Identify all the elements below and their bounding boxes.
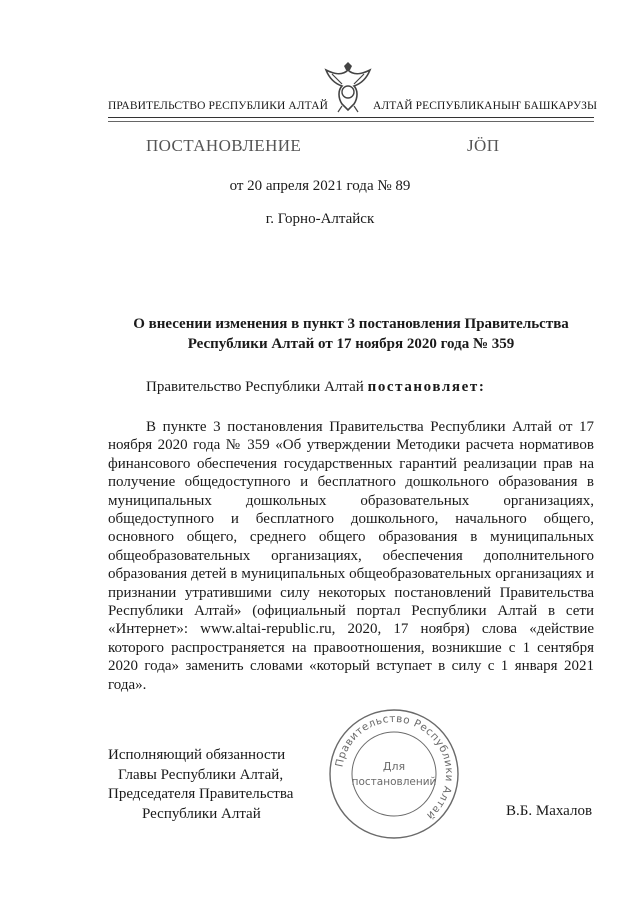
header-rule [108,117,594,118]
stamp-center-line-1: Для [382,760,406,773]
header-rule-thin [108,121,594,122]
signer-name: В.Б. Махалов [506,803,593,819]
preamble [146,379,485,396]
signature-line-4: Республики Алтай [142,805,261,822]
preamble-text: Правительство Республики Алтай [146,379,364,395]
header-org-alt: АЛТАЙ РЕСПУБЛИКАНЫҤ БАШКАРУЗЫ [373,100,598,112]
official-stamp [326,706,462,842]
date-line: от 20 апреля 2021 года № 89 [229,178,411,194]
doc-type-alt: JӦП [467,136,500,155]
city-line: г. Горно-Алтайск [265,211,375,227]
signature-line-3: Председателя Правительства [108,786,294,802]
stamp-ring-text: Правительство Республики Алтай [333,712,456,822]
signature-line-2: Главы Республики Алтай, [118,766,284,783]
signature-block [108,746,293,824]
body-paragraph: В пункте 3 постановления Правительства Республики Алтай от 17 ноября 2020 года № 359 «Об утверждении Методики расчета нормативов финансового обеспечения государственных гарантий реализации прав на получение общедоступного и бесплатного дошкольного образования в муниципальных дошкольных образовательных организациях, общедоступного и бесплатного дошкольного, начального общего, основного общего, среднего общего образования в муниципальных общеобразовательных организациях, обеспечения дополнительного образования детей в муниципальных общеобразовательных организациях и признании утратившими силу некоторых постановлений Правительства Республики Алтай» (официальный портал Республики Алтай в сети «Интернет»: www.altai-republic.ru, 2020, 17 ноября) слова «действие которого распространяется на правоотношения, возникшие с 1 сентября 2020 года» заменить словами «который вступает в силу с 1 января 2021 года». [108,419,594,693]
body-text [108,418,594,694]
preamble-decree-word: постановляет: [367,379,486,395]
coat-of-arms-icon [320,62,376,114]
signature-line-1: Исполняющий обязанности [108,747,286,763]
doc-type-ru: ПОСТАНОВЛЕНИЕ [146,136,302,155]
document-title: О внесении изменения в пункт 3 постановления Правительства Республики Алтай от 17 ноября 2020 года № 359 [133,316,569,352]
stamp-center-line-2: постановлений [351,776,437,788]
header-org-ru: ПРАВИТЕЛЬСТВО РЕСПУБЛИКИ АЛТАЙ [108,100,329,112]
